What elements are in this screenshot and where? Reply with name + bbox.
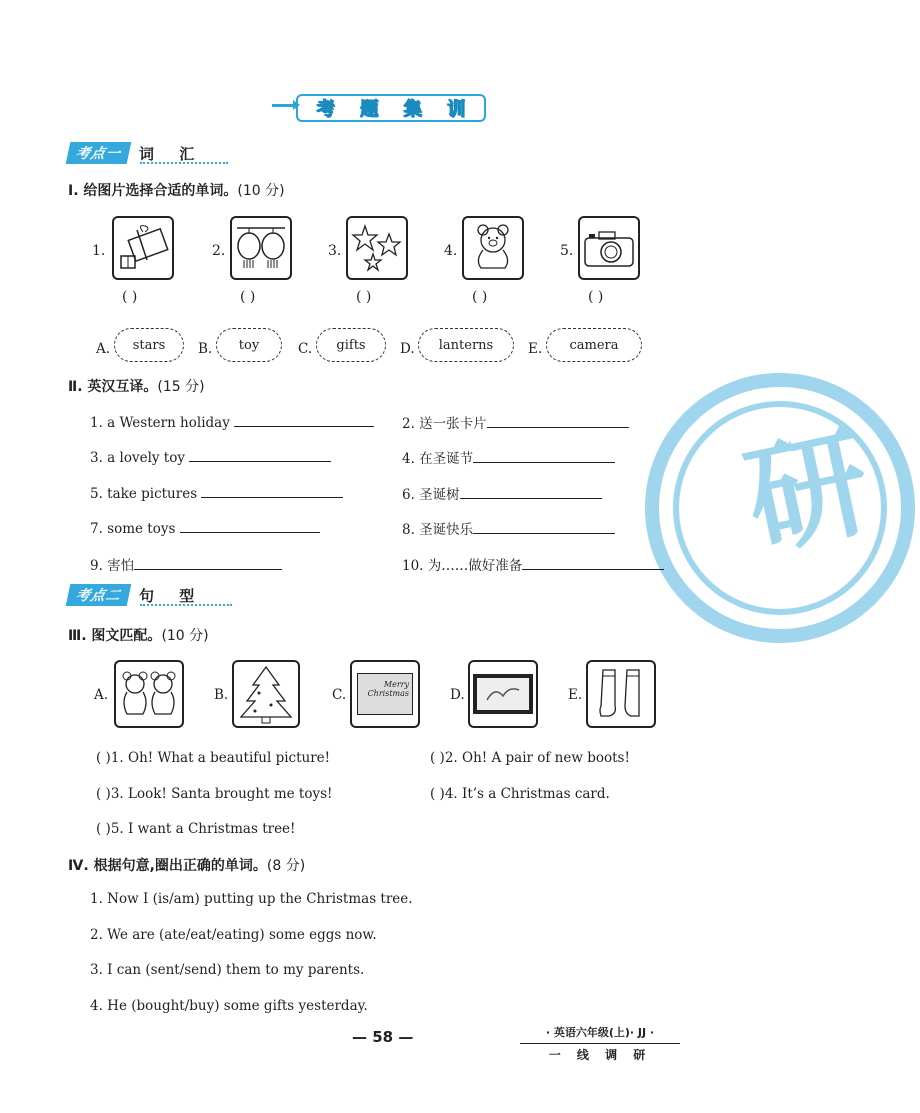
circle-word-item[interactable]: 2. We are (ate/eat/eating) some eggs now. bbox=[90, 927, 377, 943]
banner-arrow-icon bbox=[272, 104, 298, 107]
points-text: (8 分) bbox=[266, 858, 306, 874]
option-word-cloud bbox=[418, 328, 514, 362]
christmas-tree-icon bbox=[232, 660, 300, 728]
answer-paren[interactable]: ( ) bbox=[122, 289, 138, 305]
picture-letter: B. bbox=[214, 687, 229, 703]
translation-item bbox=[90, 518, 320, 537]
answer-blank[interactable] bbox=[473, 448, 615, 463]
heading-text: Ⅰ. 给图片选择合适的单词。 bbox=[68, 183, 238, 199]
christmas-card-icon bbox=[350, 660, 420, 728]
kaodian-2-header bbox=[68, 584, 238, 606]
picture-letter: A. bbox=[94, 687, 109, 703]
teddy-bear-icon bbox=[462, 216, 524, 280]
item-text: 2. 送一张卡片 bbox=[402, 416, 487, 432]
watermark-stamp bbox=[640, 368, 920, 648]
card-text: Merry Christmas bbox=[367, 680, 409, 698]
kaodian-title: 词 汇 bbox=[139, 144, 205, 163]
section-3-heading bbox=[68, 625, 209, 645]
item-text: 3. a lovely toy bbox=[90, 450, 185, 466]
dotted-divider bbox=[140, 162, 228, 164]
option-letter: E. bbox=[528, 341, 543, 357]
picture-frame bbox=[473, 674, 533, 714]
matching-sentence[interactable]: ( )5. I want a Christmas tree! bbox=[96, 821, 296, 837]
picture-number: 1. bbox=[92, 243, 106, 259]
picture-number: 5. bbox=[560, 243, 574, 259]
banner-char: 集 bbox=[403, 99, 422, 120]
option-word-cloud bbox=[546, 328, 642, 362]
circle-word-item[interactable]: 4. He (bought/buy) some gifts yesterday. bbox=[90, 998, 368, 1014]
heading-text: Ⅲ. 图文匹配。 bbox=[68, 628, 162, 644]
matching-sentence[interactable]: ( )2. Oh! A pair of new boots! bbox=[430, 750, 630, 766]
item-text: 9. 害怕 bbox=[90, 558, 135, 574]
camera-icon bbox=[578, 216, 640, 280]
item-text: 4. 在圣诞节 bbox=[402, 451, 474, 467]
kaodian-title: 句 型 bbox=[139, 586, 205, 605]
option-word-cloud bbox=[316, 328, 386, 362]
item-text: 5. take pictures bbox=[90, 486, 198, 502]
banner-box bbox=[296, 94, 486, 122]
picture-letter: D. bbox=[450, 687, 465, 703]
answer-blank[interactable] bbox=[180, 518, 320, 533]
picture-number: 2. bbox=[212, 243, 226, 259]
points-text: (15 分) bbox=[157, 379, 205, 395]
answer-blank[interactable] bbox=[134, 555, 282, 570]
item-text: 7. some toys bbox=[90, 521, 176, 537]
book-title: · 英语六年级(上)· JJ · bbox=[545, 1026, 655, 1039]
stamp-circle-icon bbox=[640, 368, 920, 648]
option-word-cloud bbox=[114, 328, 184, 362]
item-text: 1. a Western holiday bbox=[90, 415, 230, 431]
lanterns-icon bbox=[230, 216, 292, 280]
two-bears-icon bbox=[114, 660, 184, 728]
framed-picture-icon bbox=[468, 660, 538, 728]
item-text: 8. 圣诞快乐 bbox=[402, 522, 474, 538]
translation-item bbox=[402, 483, 602, 503]
matching-sentence[interactable]: ( )1. Oh! What a beautiful picture! bbox=[96, 750, 331, 766]
picture-letter: E. bbox=[568, 687, 583, 703]
circle-word-item[interactable]: 1. Now I (is/am) putting up the Christmas tree. bbox=[90, 891, 413, 907]
answer-paren[interactable]: ( ) bbox=[240, 289, 256, 305]
item-text: 10. 为……做好准备 bbox=[402, 558, 523, 574]
footer-book-info bbox=[520, 1024, 680, 1063]
stamp-char: 研 bbox=[735, 412, 882, 574]
kaodian-tag: 考点一 bbox=[66, 142, 132, 164]
option-word-cloud bbox=[216, 328, 282, 362]
translation-item bbox=[90, 554, 282, 574]
answer-blank[interactable] bbox=[189, 447, 331, 462]
section-4-heading bbox=[68, 855, 305, 875]
kaodian-1-header bbox=[68, 142, 228, 164]
section-banner bbox=[272, 92, 492, 126]
option-word: toy bbox=[238, 337, 260, 353]
translation-item bbox=[402, 554, 664, 574]
answer-blank[interactable] bbox=[234, 412, 374, 427]
picture-number: 3. bbox=[328, 243, 342, 259]
option-word: camera bbox=[569, 337, 619, 353]
banner-char: 考 bbox=[316, 99, 335, 120]
answer-blank[interactable] bbox=[460, 484, 602, 499]
dotted-divider bbox=[140, 604, 232, 606]
answer-paren[interactable]: ( ) bbox=[356, 289, 372, 305]
gift-icon bbox=[112, 216, 174, 280]
answer-blank[interactable] bbox=[473, 519, 615, 534]
series-title: 一 线 调 研 bbox=[520, 1043, 680, 1063]
boots-icon bbox=[586, 660, 656, 728]
option-letter: A. bbox=[96, 341, 111, 357]
heading-text: Ⅱ. 英汉互译。 bbox=[68, 379, 158, 395]
points-text: (10 分) bbox=[237, 183, 285, 199]
picture-letter: C. bbox=[332, 687, 347, 703]
translation-item bbox=[90, 412, 374, 431]
section-1-heading bbox=[68, 180, 285, 200]
answer-paren[interactable]: ( ) bbox=[472, 289, 488, 305]
answer-blank[interactable] bbox=[201, 483, 343, 498]
item-text: 6. 圣诞树 bbox=[402, 487, 460, 503]
stars-icon bbox=[346, 216, 408, 280]
answer-blank[interactable] bbox=[487, 413, 629, 428]
translation-item bbox=[402, 518, 615, 538]
banner-char: 题 bbox=[360, 99, 379, 120]
option-letter: B. bbox=[198, 341, 213, 357]
matching-sentence[interactable]: ( )3. Look! Santa brought me toys! bbox=[96, 786, 333, 802]
option-letter: D. bbox=[400, 341, 415, 357]
circle-word-item[interactable]: 3. I can (sent/send) them to my parents. bbox=[90, 962, 365, 978]
kaodian-tag: 考点二 bbox=[66, 584, 132, 606]
option-word: stars bbox=[132, 337, 166, 353]
answer-blank[interactable] bbox=[522, 555, 664, 570]
option-letter: C. bbox=[298, 341, 313, 357]
card-face bbox=[357, 673, 413, 715]
page-number: — 58 — bbox=[352, 1028, 414, 1046]
translation-item bbox=[90, 447, 331, 466]
points-text: (10 分) bbox=[161, 628, 209, 644]
picture-number: 4. bbox=[444, 243, 458, 259]
option-word: gifts bbox=[336, 337, 366, 353]
translation-item bbox=[402, 447, 615, 467]
matching-sentence[interactable]: ( )4. It’s a Christmas card. bbox=[430, 786, 610, 802]
translation-item bbox=[90, 483, 343, 502]
option-word: lanterns bbox=[438, 337, 494, 353]
translation-item bbox=[402, 412, 629, 432]
section-2-heading bbox=[68, 376, 205, 396]
answer-paren[interactable]: ( ) bbox=[588, 289, 604, 305]
banner-char: 训 bbox=[447, 99, 466, 120]
heading-text: Ⅳ. 根据句意,圈出正确的单词。 bbox=[68, 858, 267, 874]
